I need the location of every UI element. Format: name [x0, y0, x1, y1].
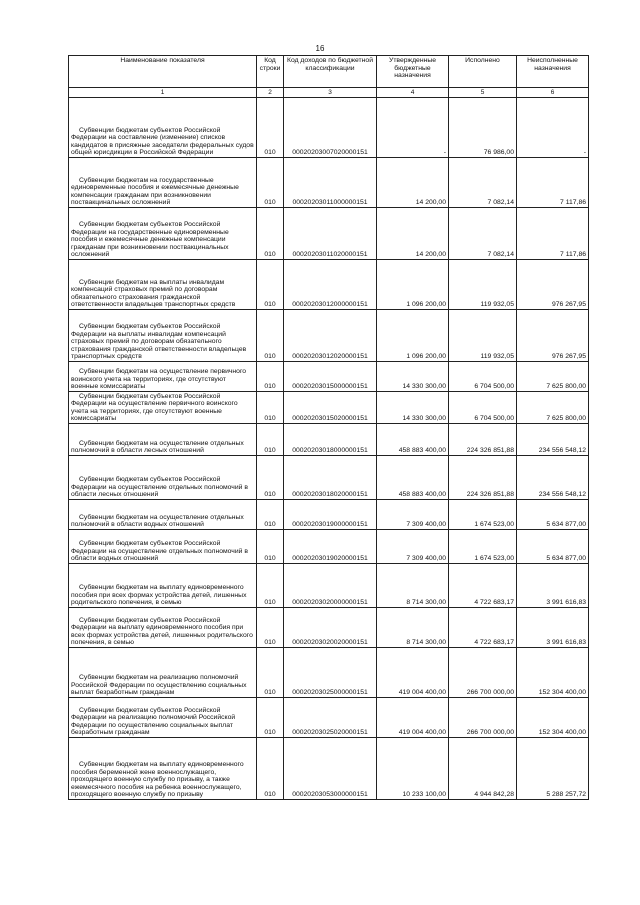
- approved-amount-cell: 14 330 300,00: [377, 362, 449, 392]
- header-indicator-name: Наименование показателя: [69, 56, 257, 88]
- unexecuted-amount-cell: -: [517, 98, 589, 158]
- line-code-cell: 010: [257, 260, 284, 310]
- executed-amount-cell: 4 722 683,17: [449, 608, 517, 648]
- executed-amount-cell: 4 944 842,28: [449, 738, 517, 800]
- approved-amount-cell: -: [377, 98, 449, 158]
- unexecuted-amount-cell: 7 117,86: [517, 158, 589, 208]
- column-number: 1: [69, 88, 257, 98]
- header-approved: Утвержденные бюджетные назначения: [377, 56, 449, 88]
- indicator-name-text: Субвенции бюджетам на осуществление отдельных полномочий в области водных отношений: [71, 513, 244, 529]
- indicator-name-text: Субвенции бюджетам на выплату единовременного пособия беременной жене военнослужащего, проходящего военную службу по призыву, а также ежемесячного пособия на ребенка военнослужащего, проходящего военную службу по призыву: [71, 760, 244, 799]
- approved-amount-cell: 419 004 400,00: [377, 698, 449, 738]
- indicator-name-cell: [69, 608, 257, 648]
- header-executed: Исполнено: [449, 56, 517, 88]
- executed-amount-cell: 119 932,05: [449, 310, 517, 362]
- indicator-name-cell: [69, 698, 257, 738]
- line-code-cell: 010: [257, 530, 284, 564]
- approved-amount-cell: 458 883 400,00: [377, 456, 449, 500]
- table-row: [69, 738, 589, 800]
- budget-code-cell: 00020203053000000151: [284, 738, 377, 800]
- budget-execution-table: [68, 55, 589, 800]
- approved-amount-cell: 419 004 400,00: [377, 648, 449, 698]
- budget-code-cell: 00020203018000000151: [284, 424, 377, 456]
- indicator-name-cell: [69, 530, 257, 564]
- indicator-name-cell: [69, 424, 257, 456]
- budget-code-cell: 00020203025020000151: [284, 698, 377, 738]
- budget-code-cell: 00020203019020000151: [284, 530, 377, 564]
- table-row: [69, 158, 589, 208]
- table-row: [69, 362, 589, 392]
- indicator-name-cell: [69, 158, 257, 208]
- line-code-cell: 010: [257, 98, 284, 158]
- approved-amount-cell: 7 309 400,00: [377, 530, 449, 564]
- header-unexecuted: Неисполненные назначения: [517, 56, 589, 88]
- line-code-cell: 010: [257, 698, 284, 738]
- table-row: [69, 260, 589, 310]
- budget-code-cell: 00020203015000000151: [284, 362, 377, 392]
- header-budget-code: Код доходов по бюджетной классификации: [284, 56, 377, 88]
- unexecuted-amount-cell: 976 267,95: [517, 260, 589, 310]
- budget-code-cell: 00020203011000000151: [284, 158, 377, 208]
- indicator-name-text: Субвенции бюджетам на реализацию полномочий Российской Федерации по осуществлению социальных выплат безработным гражданам: [71, 674, 247, 697]
- indicator-name-text: Субвенции бюджетам субъектов Российской Федерации на составление (изменение) списков кандидатов в присяжные заседатели федеральных судов общей юрисдикции в Российской Федерации: [71, 126, 254, 157]
- line-code-cell: 010: [257, 648, 284, 698]
- unexecuted-amount-cell: 152 304 400,00: [517, 698, 589, 738]
- budget-code-cell: 00020203020000000151: [284, 564, 377, 608]
- unexecuted-amount-cell: 234 556 548,12: [517, 456, 589, 500]
- indicator-name-cell: [69, 362, 257, 392]
- indicator-name-cell: [69, 738, 257, 800]
- indicator-name-text: Субвенции бюджетам субъектов Российской Федерации на осуществление первичного воинского учета на территориях, где отсутствуют военные комиссариаты: [71, 392, 238, 423]
- indicator-name-cell: [69, 98, 257, 158]
- table-row: [69, 310, 589, 362]
- unexecuted-amount-cell: 234 556 548,12: [517, 424, 589, 456]
- column-number: 5: [449, 88, 517, 98]
- approved-amount-cell: 7 309 400,00: [377, 500, 449, 530]
- column-number: 6: [517, 88, 589, 98]
- approved-amount-cell: 14 200,00: [377, 158, 449, 208]
- line-code-cell: 010: [257, 208, 284, 260]
- indicator-name-text: Субвенции бюджетам на осуществление первичного воинского учета на территориях, где отсутствуют военные комиссариаты: [71, 368, 247, 391]
- page-number: 16: [315, 44, 325, 53]
- approved-amount-cell: 14 330 300,00: [377, 392, 449, 424]
- table-row: [69, 98, 589, 158]
- table-header-row: [69, 56, 589, 88]
- indicator-name-text: Субвенции бюджетам на осуществление отдельных полномочий в области лесных отношений: [71, 439, 244, 455]
- line-code-cell: 010: [257, 392, 284, 424]
- approved-amount-cell: 1 096 200,00: [377, 310, 449, 362]
- table-row: [69, 424, 589, 456]
- table-row: [69, 500, 589, 530]
- executed-amount-cell: 6 704 500,00: [449, 392, 517, 424]
- column-number: 4: [377, 88, 449, 98]
- indicator-name-text: Субвенции бюджетам на выплату единовременного пособия при всех формах устройства детей, лишенных родительского попечения, в семью: [71, 584, 247, 607]
- indicator-name-cell: [69, 208, 257, 260]
- indicator-name-text: Субвенции бюджетам на государственные единовременные пособия и ежемесячные денежные компенсации гражданам при возникновении поствакцинальных осложнений: [71, 176, 239, 207]
- approved-amount-cell: 14 200,00: [377, 208, 449, 260]
- executed-amount-cell: 266 700 000,00: [449, 698, 517, 738]
- budget-code-cell: 00020203020020000151: [284, 608, 377, 648]
- approved-amount-cell: 8 714 300,00: [377, 608, 449, 648]
- budget-code-cell: 00020203019000000151: [284, 500, 377, 530]
- approved-amount-cell: 10 233 100,00: [377, 738, 449, 800]
- indicator-name-text: Субвенции бюджетам субъектов Российской Федерации на реализацию полномочий Российской Федерации по осуществлению социальных выплат безработным гражданам: [71, 706, 236, 737]
- table-row: [69, 698, 589, 738]
- budget-code-cell: 00020203012020000151: [284, 310, 377, 362]
- table-row: [69, 208, 589, 260]
- line-code-cell: 010: [257, 362, 284, 392]
- indicator-name-text: Субвенции бюджетам субъектов Российской Федерации на выплату единовременного пособия при всех формах устройства детей, лишенных родительского попечения, в семью: [71, 616, 253, 647]
- executed-amount-cell: 1 674 523,00: [449, 530, 517, 564]
- indicator-name-cell: [69, 456, 257, 500]
- approved-amount-cell: 458 883 400,00: [377, 424, 449, 456]
- column-number: 3: [284, 88, 377, 98]
- approved-amount-cell: 8 714 300,00: [377, 564, 449, 608]
- header-line-code: Код строки: [257, 56, 284, 88]
- indicator-name-cell: [69, 564, 257, 608]
- executed-amount-cell: 119 932,05: [449, 260, 517, 310]
- executed-amount-cell: 76 986,00: [449, 98, 517, 158]
- indicator-name-text: Субвенции бюджетам субъектов Российской Федерации на осуществление отдельных полномочий в области водных отношений: [71, 540, 248, 563]
- indicator-name-text: Субвенции бюджетам на выплаты инвалидам компенсаций страховых премий по договорам обязательного страхования гражданской ответственности владельцев транспортных средств: [71, 278, 236, 309]
- column-number: 2: [257, 88, 284, 98]
- budget-code-cell: 00020203018020000151: [284, 456, 377, 500]
- budget-code-cell: 00020203025000000151: [284, 648, 377, 698]
- unexecuted-amount-cell: 152 304 400,00: [517, 648, 589, 698]
- executed-amount-cell: 1 674 523,00: [449, 500, 517, 530]
- table-row: [69, 648, 589, 698]
- line-code-cell: 010: [257, 500, 284, 530]
- unexecuted-amount-cell: 3 991 616,83: [517, 608, 589, 648]
- line-code-cell: 010: [257, 310, 284, 362]
- table-row: [69, 564, 589, 608]
- executed-amount-cell: 7 082,14: [449, 208, 517, 260]
- unexecuted-amount-cell: 7 625 800,00: [517, 392, 589, 424]
- approved-amount-cell: 1 096 200,00: [377, 260, 449, 310]
- unexecuted-amount-cell: 5 634 877,00: [517, 500, 589, 530]
- executed-amount-cell: 6 704 500,00: [449, 362, 517, 392]
- budget-code-cell: 00020203011020000151: [284, 208, 377, 260]
- unexecuted-amount-cell: 5 288 257,72: [517, 738, 589, 800]
- unexecuted-amount-cell: 976 267,95: [517, 310, 589, 362]
- budget-code-cell: 00020203015020000151: [284, 392, 377, 424]
- indicator-name-text: Субвенции бюджетам субъектов Российской Федерации на государственные единовременные пособия и ежемесячные денежные компенсации гражданам при возникновении поствакцинальных осложнений: [71, 220, 229, 259]
- unexecuted-amount-cell: 3 991 616,83: [517, 564, 589, 608]
- line-code-cell: 010: [257, 158, 284, 208]
- executed-amount-cell: 4 722 683,17: [449, 564, 517, 608]
- line-code-cell: 010: [257, 738, 284, 800]
- line-code-cell: 010: [257, 564, 284, 608]
- executed-amount-cell: 266 700 000,00: [449, 648, 517, 698]
- executed-amount-cell: 224 326 851,88: [449, 424, 517, 456]
- executed-amount-cell: 224 326 851,88: [449, 456, 517, 500]
- indicator-name-text: Субвенции бюджетам субъектов Российской Федерации на осуществление отдельных полномочий в области лесных отношений: [71, 476, 248, 499]
- indicator-name-cell: [69, 392, 257, 424]
- table-row: [69, 392, 589, 424]
- line-code-cell: 010: [257, 424, 284, 456]
- unexecuted-amount-cell: 7 625 800,00: [517, 362, 589, 392]
- unexecuted-amount-cell: 7 117,86: [517, 208, 589, 260]
- budget-code-cell: 00020203012000000151: [284, 260, 377, 310]
- table-row: [69, 608, 589, 648]
- indicator-name-cell: [69, 310, 257, 362]
- executed-amount-cell: 7 082,14: [449, 158, 517, 208]
- unexecuted-amount-cell: 5 634 877,00: [517, 530, 589, 564]
- indicator-name-cell: [69, 648, 257, 698]
- indicator-name-cell: [69, 260, 257, 310]
- table-row: [69, 530, 589, 564]
- budget-code-cell: 00020203007020000151: [284, 98, 377, 158]
- indicator-name-cell: [69, 500, 257, 530]
- column-number-row: [69, 88, 589, 98]
- indicator-name-text: Субвенции бюджетам субъектов Российской Федерации на выплаты инвалидам компенсаций страховых премий по договорам обязательного страхования гражданской ответственности владельцев транспортных средств: [71, 322, 247, 361]
- table-row: [69, 456, 589, 500]
- line-code-cell: 010: [257, 608, 284, 648]
- line-code-cell: 010: [257, 456, 284, 500]
